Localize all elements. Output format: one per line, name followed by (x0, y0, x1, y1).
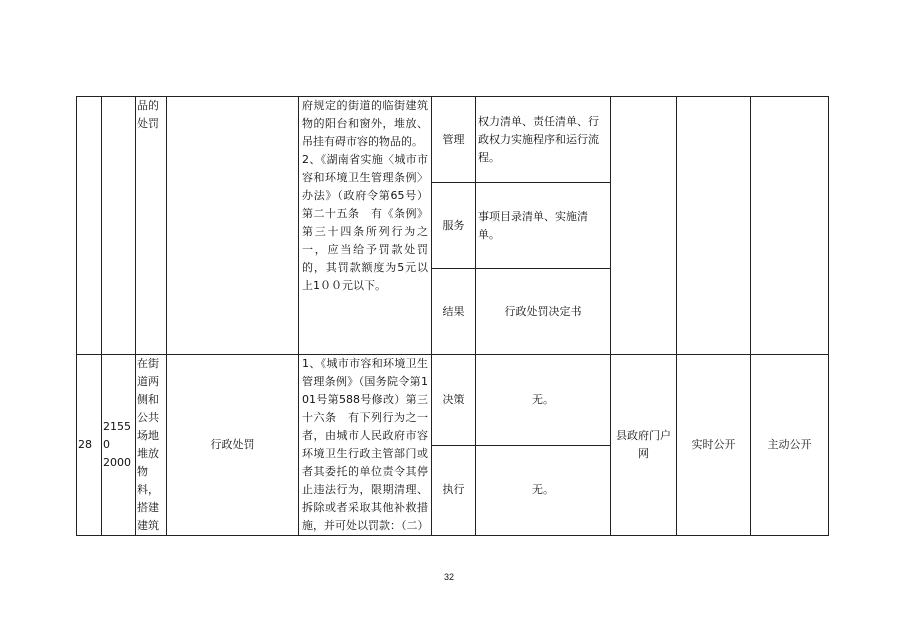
stage-content-execution: 无。 (476, 445, 611, 536)
item-code: 21550 2000 (102, 355, 136, 536)
item-name-cell: 品的 处罚 (136, 97, 167, 355)
stage-label-execution: 执行 (432, 445, 476, 536)
code-cell-empty (102, 97, 136, 355)
legal-basis-cell: 1、《城市市容和环境卫生管理条例》（国务院令第101号第588号修改）第三十六条 有下列行为之一者，由城市人民政府市容环境卫生行政主管部门或者其委托的单位责令其停止违法行为，限期清理、拆除或者采取其他补救措施，并可处以罚款：（二） (299, 355, 432, 536)
stage-content-decision: 无。 (476, 355, 611, 446)
stage-label-decision: 决策 (432, 355, 476, 446)
stage-label-service: 服务 (432, 183, 476, 269)
time-cell-empty (677, 97, 751, 355)
legal-basis-cell: 府规定的街道的临街建筑物的阳台和窗外，堆放、吊挂有碍市容的物品的。 2、《湖南省实施〈城市市容和环境卫生管理条例〉办法》（政府令第65号）第二十五条 有《条例》第三十四条所列行为之一，应当给予罚款处罚的，其罚款额度为5元以上1００元以下。 (299, 97, 432, 355)
seq-cell-empty (77, 97, 102, 355)
stage-content-service: 事项目录清单、实施清单。 (476, 183, 611, 269)
page-number: 32 (443, 572, 454, 582)
method-cell-empty (751, 97, 829, 355)
category-cell-empty (167, 97, 299, 355)
channel-cell-empty (611, 97, 677, 355)
stage-content-management: 权力清单、责任清单、行政权力实施程序和运行流程。 (476, 97, 611, 183)
stage-label-management: 管理 (432, 97, 476, 183)
disclosure-channel: 县政府门户 网 (611, 355, 677, 536)
table-row (77, 97, 829, 183)
seq-number: 28 (77, 355, 102, 536)
disclosure-table (76, 96, 829, 536)
disclosure-method: 主动公开 (751, 355, 829, 536)
item-name-cell: 在街道两侧和公共场地堆放物料，搭建建筑 (136, 355, 167, 536)
table-row (77, 355, 829, 446)
disclosure-time-limit: 实时公开 (677, 355, 751, 536)
stage-content-result: 行政处罚决定书 (476, 269, 611, 355)
category-cell: 行政处罚 (167, 355, 299, 536)
stage-label-result: 结果 (432, 269, 476, 355)
